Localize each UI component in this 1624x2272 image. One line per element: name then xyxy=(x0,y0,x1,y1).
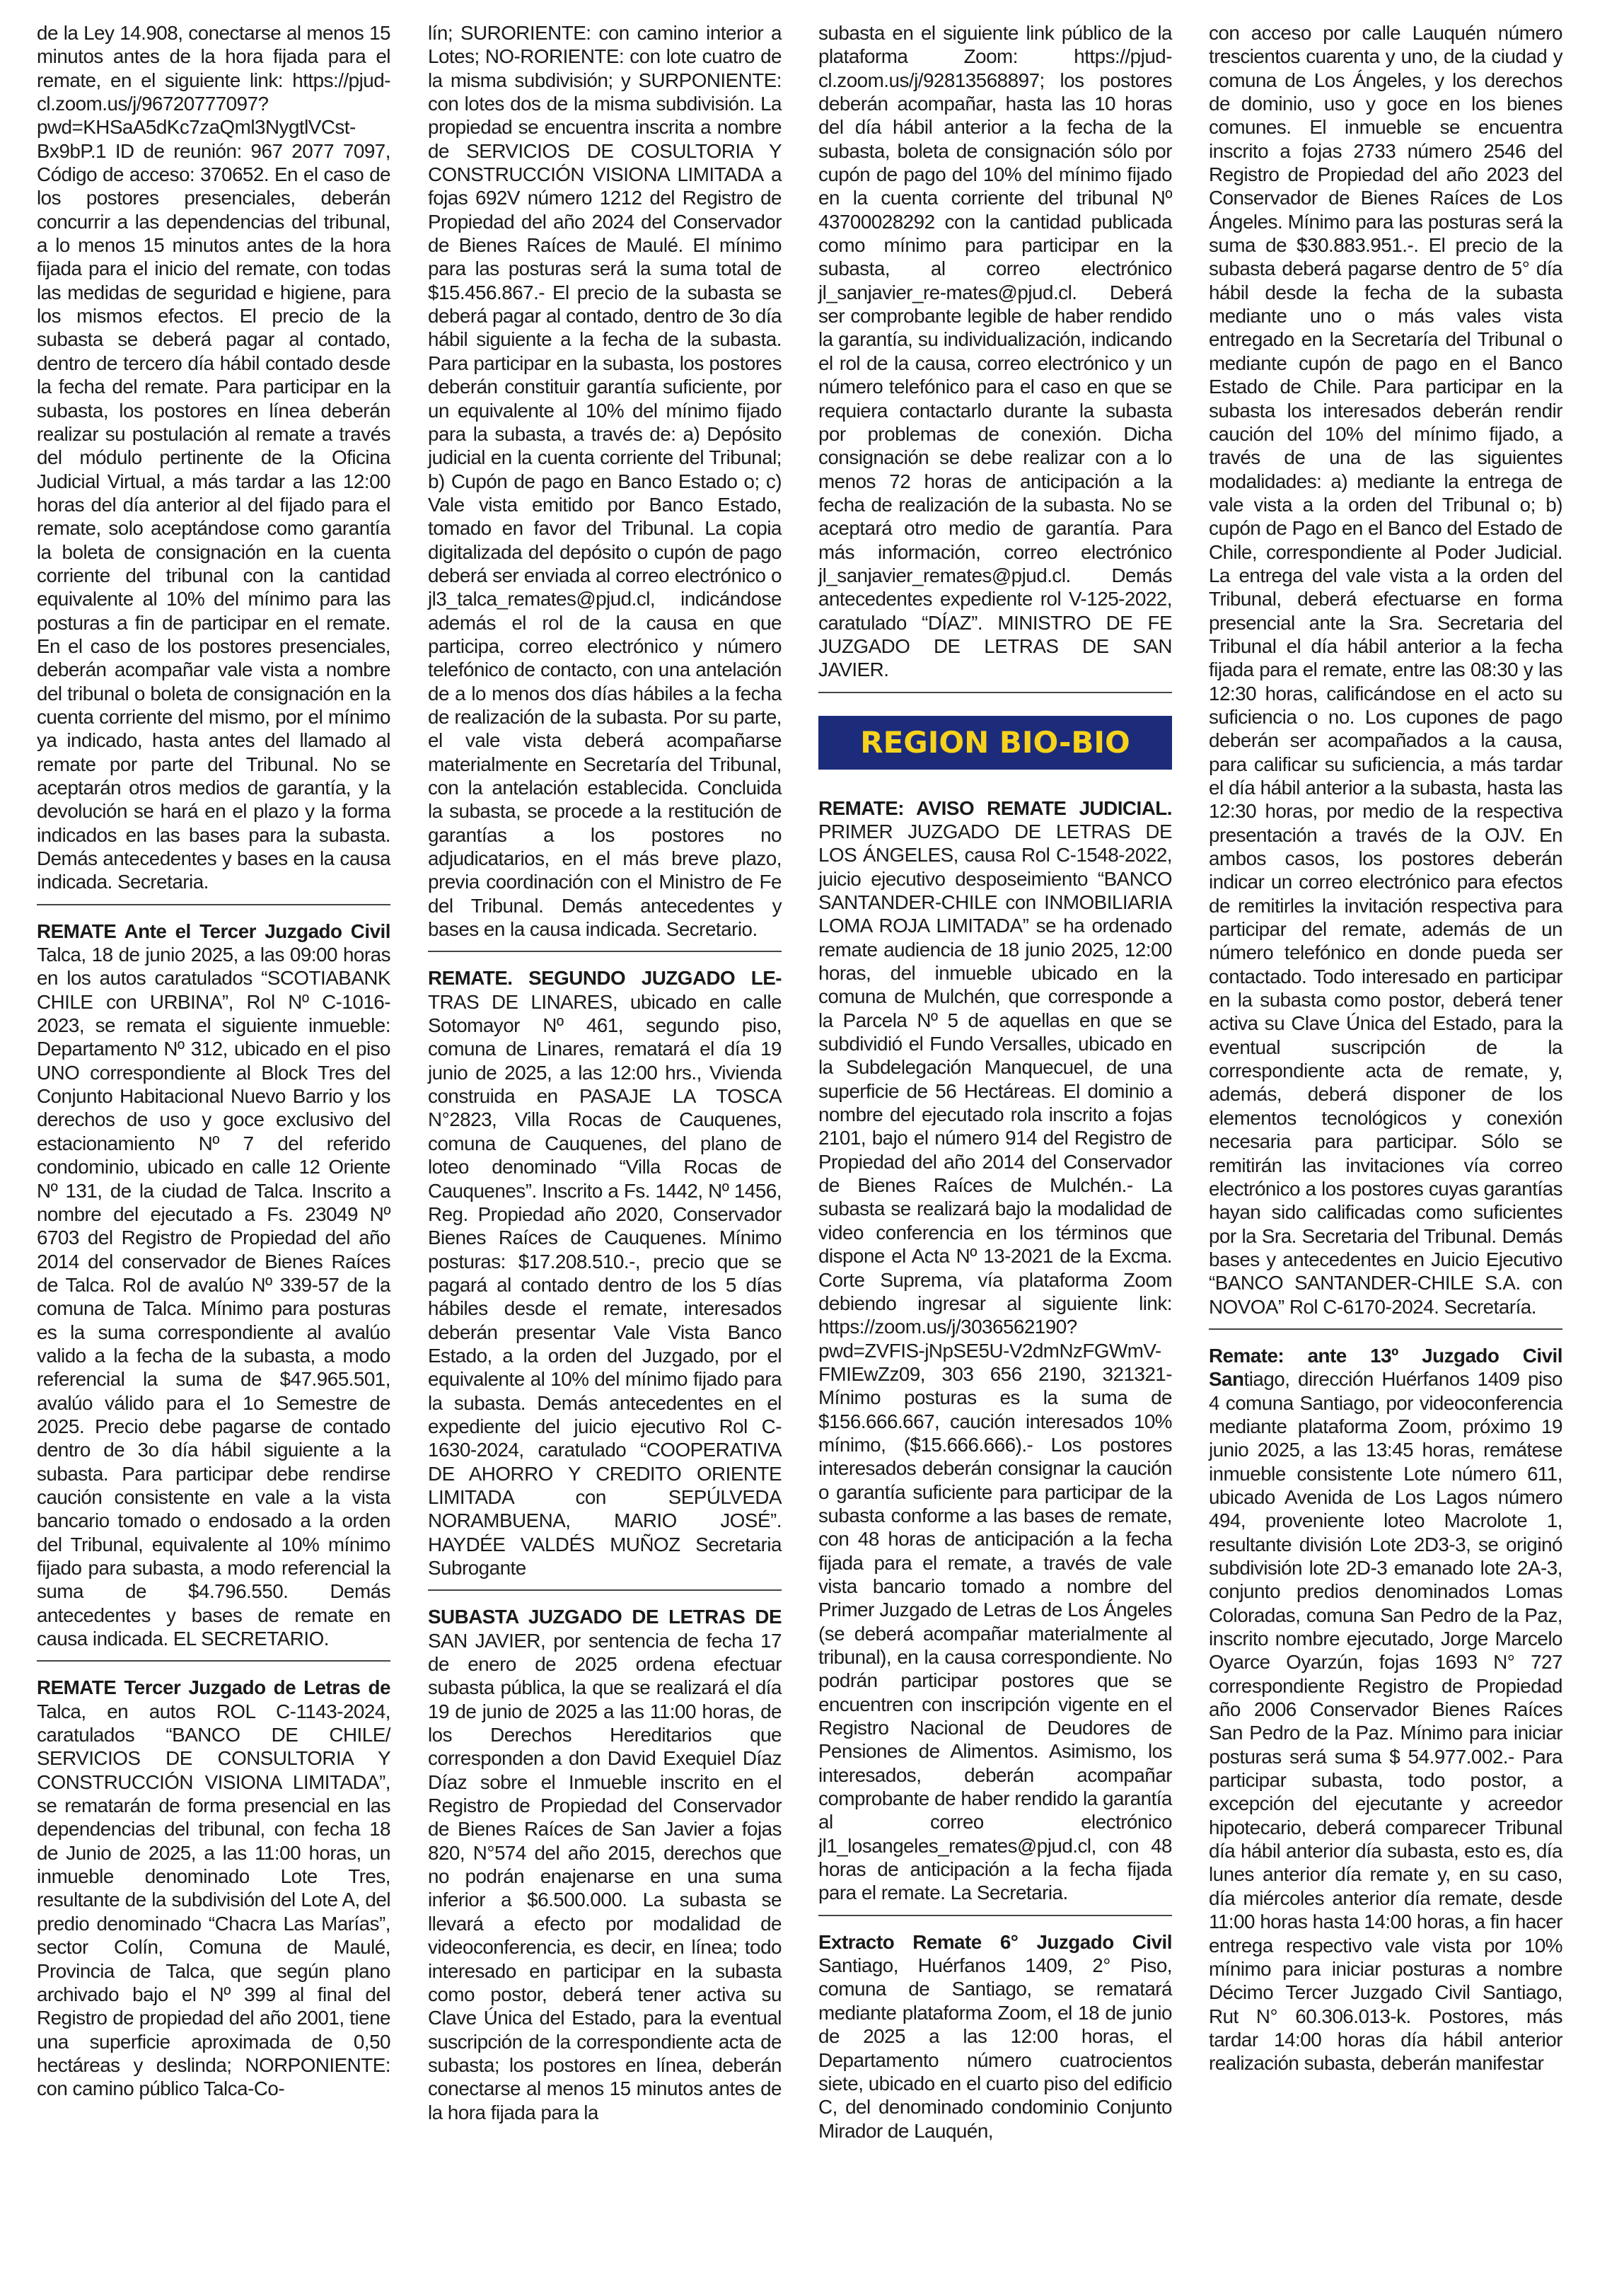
notice-continuation xyxy=(1209,21,1562,1318)
notice-body: Remate: ante 13º Juzgado Civil Santiago, dirección Huérfanos 1409 piso 4 comuna Santiago, por videoconferencia mediante plataforma Zoom, próximo 19 junio 2025, a las 13:45 horas, remátese inmueble consistente Lote número 611, ubicado Avenida de Los Lagos número 494, proveniente loteo Macrolote 1, resultante división Lote 2D3-3, se originó subdivisión lote 2D-3 emanado lote 2A-3, conjunto predios denominados Lomas Coloradas, comuna San Pedro de la Paz, inscrito nombre ejecutado, Jorge Marcelo Oyarce Oyarzún, fojas 1693 N° 727 correspondiente Registro de Propiedad año 2006 Conservador Bienes Raíces San Pedro de la Paz. Mínimo para iniciar posturas será suma $ 54.977.002.- Para participar subasta, todo postor, a excepción del ejecutante y acreedor hipotecario, deberá comparecer Tribunal día hábil anterior día subasta, esto es, día lunes anterior día remate y, en su caso, día miércoles anterior día remate, desde 11:00 horas hasta 14:00 horas, a fin hacer entrega respectivo vale vista por 10% mínimo para iniciar posturas a nombre Décimo Tercer Juzgado Civil Santiago, Rut N° 60.306.013-k. Postores, más tardar 14:00 horas día hábil anterior realización subasta, deberán manifestar xyxy=(1209,1344,1562,2075)
notice-extracto-remate-6-juzgado-civil xyxy=(818,1930,1172,2143)
region-banner-label: REGION BIO-BIO xyxy=(860,724,1130,760)
notice-heading: SUBASTA JUZGADO DE LETRAS DE xyxy=(428,1606,782,1628)
notice-body: REMATE Ante el Tercer Juzgado Civil Talca, 18 de junio 2025, a las 09:00 horas en los autos caratulados “SCOTIABANK CHILE con URBINA”, Rol Nº C-1016-2023, se remata el siguiente inmueble: Departamento Nº 312, ubicado en el piso UNO correspondiente al Block Tres del Conjunto Habitacional Nuevo Barrio y los derechos de uso y goce exclusivo del estacionamiento Nº 7 del referido condominio, ubicado en calle 12 Oriente Nº 131, de la ciudad de Talca. Inscrito a nombre del ejecutado a Fs. 23049 Nº 6703 del Registro de Propiedad del año 2014 del conservador de Bienes Raíces de Talca. Rol de avalúo Nº 339-57 de la comuna de Talca. Mínimo para posturas es la suma correspondiente al avalúo valido a la fecha de la subasta, a modo referencial la suma de $47.965.501, avalúo válido para el 1o Semestre de 2025. Precio debe pagarse de contado dentro de 3o día hábil siguiente a la subasta. Para participar debe rendirse caución consistente en vale a la vista bancario tomado o endosado a la orden del Tribunal, equivalente al 10% mínimo fijado para subasta, a modo referencial la suma de $4.796.550. Demás antecedentes y bases de remate en causa indicada. EL SECRETARIO. xyxy=(37,920,390,1650)
column-3 xyxy=(818,21,1172,2143)
notice-remate-tercer-juzgado-civil-talca xyxy=(37,920,390,1651)
notice-heading: REMATE. SEGUNDO JUZGADO LE- xyxy=(428,967,782,990)
notice-heading: Extracto Remate 6° Juzgado Civil xyxy=(818,1930,1172,1953)
notice-body: subasta en el siguiente link público de la plataforma Zoom: https://pjud-cl.zoom.us/j/92813568897; los postores deberán acompañar, hasta las 10 horas del día hábil anterior a la fecha de la subasta, boleta de consignación sólo por cupón de pago del 10% del mínimo fijado en la cuenta corriente del tribunal Nº 43700028292 con la cantidad publicada como mínimo para participar en la subasta, al correo electrónico jl_sanjavier_re-mates@pjud.cl. Deberá ser comprobante legible de haber rendido la garantía, su individualización, indicando el rol de la causa, correo electrónico y un número telefónico para el caso en que se requiera contactarlo durante la subasta por problemas de conexión. Dicha consignación se debe realizar con a lo menos 72 horas de anticipación a la fecha de realización de la subasta. No se aceptará otro medio de garantía. Para más información, correo electrónico jl_sanjavier_remates@pjud.cl. Demás antecedentes expediente rol V-125-2022, caratulado “DÍAZ”. MINISTRO DE FE JUZGADO DE LETRAS DE SAN JAVIER. xyxy=(818,22,1172,681)
notice-continuation xyxy=(818,21,1172,682)
column-2 xyxy=(428,21,782,2124)
notice-continuation xyxy=(37,21,390,894)
notice-remate-tercer-juzgado-letras-talca xyxy=(37,1676,390,2100)
divider xyxy=(818,1915,1172,1916)
column-4 xyxy=(1209,21,1562,2075)
divider xyxy=(1209,1328,1562,1330)
notice-body: REMATE Tercer Juzgado de Letras de Talca, en autos ROL C-1143-2024, caratulados “BANCO DE CHILE/ SERVICIOS DE CONSULTORIA Y CONSTRUCCIÓN VISIONA LIMITADA”, se rematarán de forma presencial en las dependencias del tribunal, con fecha 18 de Junio de 2025, a las 11:00 horas, un inmueble denominado Lote Tres, resultante de la subdivisión del Lote A, del predio denominado “Chacra Las Marías”, sector Colín, Comuna de Maulé, Provincia de Talca, que según plano archivado bajo el Nº 399 al final del Registro de propiedad del año 2001, tiene una superficie aproximada de 0,50 hectáreas y deslinda; NORPONIENTE: con camino público Talca-Co- xyxy=(37,1676,390,2100)
notice-body: REMATE. SEGUNDO JUZGADO LE- TRAS DE LINARES, ubicado en calle Sotomayor Nº 461, segundo piso, comuna de Linares, rematará el día 19 junio de 2025, a las 12:00 hrs., Vivienda construida en PASAJE LA TOSCA N°2823, Villa Rocas de Cauquenes, comuna de Cauquenes, del plano de loteo denominado “Villa Rocas de Cauquenes”. Inscrito a Fs. 1442, Nº 1456, Reg. Propiedad año 2020, Conservador Bienes Raíces de Cauquenes. Mínimo posturas: $17.208.510.-, precio que se pagará al contado dentro de los 5 días hábiles desde el remate, interesados deberán presentar Vale Vista Banco Estado, a la orden del Juzgado, por el equivalente al 10% del mínimo fijado para la subasta. Demás antecedentes en el expediente del juicio ejecutivo Rol C-1630-2024, caratulado “COOPERATIVA DE AHORRO Y CREDITO ORIENTE LIMITADA con SEPÚLVEDA NORAMBUENA, MARIO JOSÉ”. HAYDÉE VALDÉS MUÑOZ Secretaria Subrogante xyxy=(428,967,782,1579)
notice-body: Extracto Remate 6° Juzgado Civil Santiago, Huérfanos 1409, 2° Piso, comuna de Santiago, se rematará mediante plataforma Zoom, el 18 de junio de 2025 a las 12:00 horas, el Departamento número cuatrocientos siete, ubicado en el cuarto piso del edificio C, del denominado condominio Conjunto Mirador de Lauquén, xyxy=(818,1930,1172,2142)
notice-heading: REMATE Tercer Juzgado de Letras de xyxy=(37,1676,390,1699)
notice-body: lín; SURORIENTE: con camino interior a Lotes; NO-RORIENTE: con lote cuatro de la misma subdivisión; y SURPONIENTE: con lotes dos de la misma subdivisión. La propiedad se encuentra inscrita a nombre de SERVICIOS DE COSULTORIA Y CONSTRUCCIÓN VISIONA LIMITADA a fojas 692V número 1212 del Registro de Propiedad del año 2024 del Conservador de Bienes Raíces de Maulé. El mínimo para las posturas será la suma total de $15.456.867.- El precio de la subasta se deberá pagar al contado, dentro de 3o día hábil siguiente a la fecha de la subasta. Para participar en la subasta, los postores deberán constituir garantía suficiente, por un equivalente al 10% del mínimo fijado para la subasta, a través de: a) Depósito judicial en la cuenta corriente del Tribunal; b) Cupón de pago en Banco Estado o; c) Vale vista emitido por Banco Estado, tomado en favor del Tribunal. La copia digitalizada del depósito o cupón de pago deberá ser enviada al correo electrónico o jl3_talca_remates@pjud.cl, indicándose además el rol de la causa en que participa, correo electrónico y número telefónico de contacto, con una antelación de a lo menos dos días hábiles a la fecha de realización de la subasta. Por su parte, el vale vista deberá acompañarse materialmente en Secretaría del Tribunal, con la antelación establecida. Concluida la subasta, se procede a la restitución de garantías a los postores no adjudicatarios, en el más breve plazo, previa coordinación con el Ministro de Fe del Tribunal. Demás antecedentes y bases en la causa indicada. Secretario. xyxy=(428,22,782,941)
notice-aviso-remate-judicial-los-angeles xyxy=(818,796,1172,1905)
notice-heading: REMATE Ante el Tercer Juzgado Civil xyxy=(37,920,390,942)
divider xyxy=(37,1660,390,1662)
notice-body: REMATE: AVISO REMATE JUDICIAL. PRIMER JUZGADO DE LETRAS DE LOS ÁNGELES, causa Rol C-1548-2022, juicio ejecutivo desposeimiento “BANCO SANTANDER-CHILE con INMOBILIARIA LOMA ROJA LIMITADA” se ha ordenado remate audiencia de 18 junio 2025, 12:00 horas, del inmueble ubicado en la comuna de Mulchén, que corresponde a la Parcela Nº 5 de aquellas en que se subdividió el Fundo Versalles, ubicado en la Subdelegación Manquecuel, de una superficie de 56 Hectáreas. El dominio a nombre del ejecutado rola inscrito a fojas 2101, bajo el número 914 del Registro de Propiedad del año 2014 del Conservador de Bienes Raíces de Mulchén.- La subasta se realizará bajo la modalidad de video conferencia en los términos que dispone el Acta Nº 13-2021 de la Excma. Corte Suprema, vía plataforma Zoom debiendo ingresar al siguiente link: https://zoom.us/j/3036562190?pwd=ZVFIS-jNpSE5U-V2dmNzFGWmV-FMIEwZz09, 303 656 2190, 321321- Mínimo posturas es la suma de $156.666.667, caución interesados 10% mínimo, ($15.666.666).- Los postores interesados deberán consignar la caución o garantía suficiente para participar de la subasta conforme a las bases de remate, con 48 horas de anticipación a la fecha fijada para el remate, a través de vale vista bancario tomado a nombre del Primer Juzgado de Letras de Los Ángeles (se deberá acompañar materialmente al tribunal), en la causa correspondiente. No podrán participar postores que se encuentren con inscripción vigente en el Registro Nacional de Deudores de Pensiones de Alimentos. Asimismo, los interesados, deberán acompañar comprobante de haber rendido la garantía al correo electrónico jl1_losangeles_remates@pjud.cl, con 48 horas de anticipación a la fecha fijada para el remate. La Secretaria. xyxy=(818,796,1172,1904)
divider xyxy=(428,951,782,952)
divider xyxy=(37,904,390,905)
region-banner xyxy=(818,716,1172,770)
notice-heading: Remate: ante 13º Juzgado Civil San xyxy=(1209,1344,1562,1391)
divider xyxy=(428,1589,782,1591)
notice-body: SUBASTA JUZGADO DE LETRAS DE SAN JAVIER, por sentencia de fecha 17 de enero de 2025 ordena efectuar subasta pública, la que se realizará el día 19 de junio de 2025 a las 11:00 horas, de los Derechos Hereditarios que corresponden a don David Exequiel Díaz Díaz sobre el Inmueble inscrito en el Registro de Propiedad del Conservador de Bienes Raíces de San Javier a fojas 820, N°574 del año 2015, derechos que no podrán enajenarse en una suma inferior a $6.500.000. La subasta se llevará a efecto por modalidad de videoconferencia, es decir, en línea; todo interesado en participar en la subasta como postor, deberá tener activa su Clave Única del Estado, para la eventual suscripción de la correspondiente acta de subasta; los postores en línea, deberán conectarse al menos 15 minutos antes de la hora fijada para la xyxy=(428,1606,782,2123)
divider xyxy=(818,692,1172,693)
notice-body: con acceso por calle Lauquén número trescientos cuarenta y uno, de la ciudad y comuna de Los Ángeles, y los derechos de dominio, uso y goce en los bienes comunes. El inmueble se encuentra inscrito a fojas 2733 número 2546 del Registro de Propiedad del año 2023 del Conservador de Bienes Raíces de Los Ángeles. Mínimo para las posturas será la suma de $30.883.951.-. El precio de la subasta deberá pagarse dentro de 5° día hábil desde la fecha de la subasta mediante uno o más vales vista entregado en la Secretaría del Tribunal o mediante cupón de pago en el Banco Estado de Chile. Para participar en la subasta los interesados deberán rendir caución del 10% del mínimo fijado, a través de una de las siguientes modalidades: a) mediante la entrega de vale vista a la orden del Tribunal o; b) cupón de Pago en el Banco del Estado de Chile, correspondiente al Poder Judicial. La entrega del vale vista a la orden del Tribunal, deberá efectuarse en forma presencial ante la Sra. Secretaria del Tribunal el día hábil anterior a la fecha fijada para el remate, entre las 08:30 y las 12:30 horas, calificándose en el acto su suficiencia o no. Los cupones de pago deberán ser acompañados a la causa, para calificar su suficiencia, a más tardar el día hábil anterior a la subasta, hasta las 12:30 horas, por medio de la respectiva presentación a través de la OJV. En ambos casos, los postores deberán indicar un correo electrónico para efectos de remitirles la invitación respectiva para participar del remate, además de un número telefónico en donde pueda ser contactado. Todo interesado en participar en la subasta como postor, deberá tener activa su Clave Única del Estado, para la eventual suscripción de la correspondiente acta de remate, y, además, deberá disponer de los elementos tecnológicos y conexión necesaria para participar. Sólo se remitirán las invitaciones vía correo electrónico a los postores cuyas garantías hayan sido calificadas como suficientes por la Sra. Secretaria del Tribunal. Demás bases y antecedentes en Juicio Ejecutivo “BANCO SANTANDER-CHILE S.A. con NOVOA” Rol C-6170-2024. Secretaría. xyxy=(1209,22,1562,1318)
column-1 xyxy=(37,21,390,2101)
notice-remate-segundo-juzgado-linares xyxy=(428,966,782,1580)
notice-heading: REMATE: AVISO REMATE JUDICIAL. xyxy=(818,796,1172,819)
notice-subasta-juzgado-san-javier xyxy=(428,1605,782,2124)
notice-remate-13-juzgado-civil-santiago xyxy=(1209,1344,1562,2075)
notice-continuation xyxy=(428,21,782,941)
notice-body: de la Ley 14.908, conectarse al menos 15 minutos antes de la hora fijada para el remate, en el siguiente link: https://pjud-cl.zoom.us/j/96720777097?pwd=KHSaA5dKc7zaQml3NygtlVCst-Bx9bP.1 ID de reunión: 967 2077 7097, Código de acceso: 370652. En el caso de los postores presenciales, deberán concurrir a las dependencias del tribunal, a lo menos 15 minutos antes de la hora fijada para el inicio del remate, con todas las medidas de seguridad e higiene, para los mismos efectos. El precio de la subasta se deberá pagar al contado, dentro de tercero día hábil contado desde la fecha del remate. Para participar en la subasta, los postores en línea deberán realizar su postulación al remate a través del módulo pertinente de la Oficina Judicial Virtual, a más tardar a las 12:00 horas del día anterior al del fijado para el remate, solo aceptándose como garantía la boleta de consignación en la cuenta corriente del tribunal con la cantidad equivalente al 10% del mínimo para las posturas a fin de participar en el remate. En el caso de los postores presenciales, deberán acompañar vale vista a nombre del tribunal o boleta de consignación en la cuenta corriente del mismo, por el mínimo ya indicado, hasta antes del llamado al remate por parte del Tribunal. No se aceptarán otros medios de garantía, y la devolución se hará en el plazo y la forma indicados en las bases para la subasta. Demás antecedentes y bases en la causa indicada. Secretaria. xyxy=(37,22,390,893)
